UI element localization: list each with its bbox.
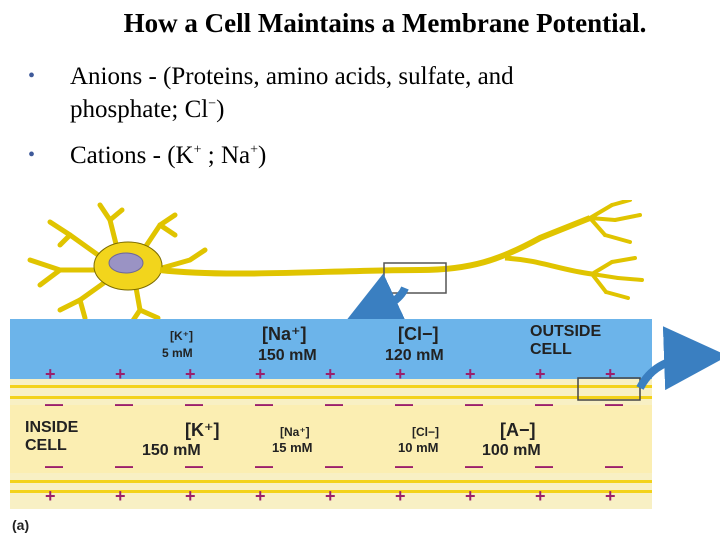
svg-text:—: — xyxy=(535,394,553,414)
svg-text:—: — xyxy=(605,394,623,414)
svg-text:+: + xyxy=(395,486,406,506)
svg-text:—: — xyxy=(535,456,553,476)
svg-text:+: + xyxy=(395,364,406,384)
svg-text:—: — xyxy=(115,394,133,414)
svg-text:—: — xyxy=(115,456,133,476)
zoom-arrow-icon xyxy=(368,288,405,316)
svg-text:—: — xyxy=(255,456,273,476)
svg-text:+: + xyxy=(45,364,56,384)
inside-cl-conc: 10 mM xyxy=(398,440,439,455)
bullet-cations xyxy=(26,139,706,172)
svg-text:—: — xyxy=(465,394,483,414)
inside-k-ion: [K⁺] xyxy=(185,420,220,440)
inside-k-conc: 150 mM xyxy=(142,442,201,459)
outside-label-1: OUTSIDE xyxy=(530,323,602,340)
inside-a-ion: [A−] xyxy=(500,420,536,440)
anions-close: ) xyxy=(216,96,225,123)
page-title: How a Cell Maintains a Membrane Potential. xyxy=(123,8,647,38)
svg-text:+: + xyxy=(605,364,616,384)
outside-cl-ion: [Cl−] xyxy=(398,324,439,344)
inside-a-conc: 100 mM xyxy=(482,442,541,459)
nucleus xyxy=(109,253,143,273)
inside-label-1: INSIDE xyxy=(25,419,79,436)
svg-text:—: — xyxy=(45,394,63,414)
membrane-potential-diagram xyxy=(0,200,720,540)
svg-text:+: + xyxy=(465,364,476,384)
bullet-list xyxy=(26,60,706,185)
cl-charge: − xyxy=(208,96,217,112)
bullet-dot-icon: • xyxy=(28,144,36,166)
svg-text:+: + xyxy=(115,486,126,506)
svg-text:—: — xyxy=(325,456,343,476)
cations-text: Cations - (K xyxy=(70,142,194,169)
outside-na-conc: 150 mM xyxy=(258,347,317,364)
bullet-dot-icon: • xyxy=(28,65,36,87)
neuron-illustration xyxy=(30,200,642,325)
svg-text:—: — xyxy=(185,456,203,476)
outside-cl-conc: 120 mM xyxy=(385,347,444,364)
inside-cl-ion: [Cl−] xyxy=(412,425,439,439)
svg-text:+: + xyxy=(535,486,546,506)
axon-terminals xyxy=(590,200,642,298)
panel-label: (a) xyxy=(12,517,30,533)
svg-text:+: + xyxy=(535,364,546,384)
outside-label-2: CELL xyxy=(530,341,572,358)
svg-text:—: — xyxy=(325,394,343,414)
anions-line1: Anions - (Proteins, amino acids, sulfate, and xyxy=(70,63,514,90)
svg-text:—: — xyxy=(395,456,413,476)
svg-text:+: + xyxy=(255,364,266,384)
cations-close: ) xyxy=(258,142,267,169)
outside-k-conc: 5 mM xyxy=(162,346,193,360)
svg-text:—: — xyxy=(185,394,203,414)
svg-text:+: + xyxy=(185,486,196,506)
svg-text:+: + xyxy=(325,486,336,506)
svg-text:—: — xyxy=(605,456,623,476)
svg-text:+: + xyxy=(325,364,336,384)
inside-label-2: CELL xyxy=(25,437,67,454)
svg-text:—: — xyxy=(465,456,483,476)
svg-text:+: + xyxy=(605,486,616,506)
anions-line2: phosphate; Cl xyxy=(70,96,209,123)
na-charge: + xyxy=(250,142,259,158)
svg-text:+: + xyxy=(115,364,126,384)
k-charge: + xyxy=(193,142,202,158)
bullet-anions xyxy=(26,60,706,126)
axon xyxy=(160,218,590,274)
outside-k-ion: [K⁺] xyxy=(170,329,193,343)
axon-branch xyxy=(505,258,592,274)
svg-text:+: + xyxy=(255,486,266,506)
outside-na-ion: [Na⁺] xyxy=(262,324,307,344)
inside-na-ion: [Na⁺] xyxy=(280,425,310,439)
svg-text:+: + xyxy=(45,486,56,506)
svg-text:—: — xyxy=(395,394,413,414)
svg-text:+: + xyxy=(185,364,196,384)
svg-text:—: — xyxy=(255,394,273,414)
svg-text:—: — xyxy=(45,456,63,476)
inside-na-conc: 15 mM xyxy=(272,440,313,455)
cations-mid: ; Na xyxy=(201,142,251,169)
svg-text:+: + xyxy=(465,486,476,506)
